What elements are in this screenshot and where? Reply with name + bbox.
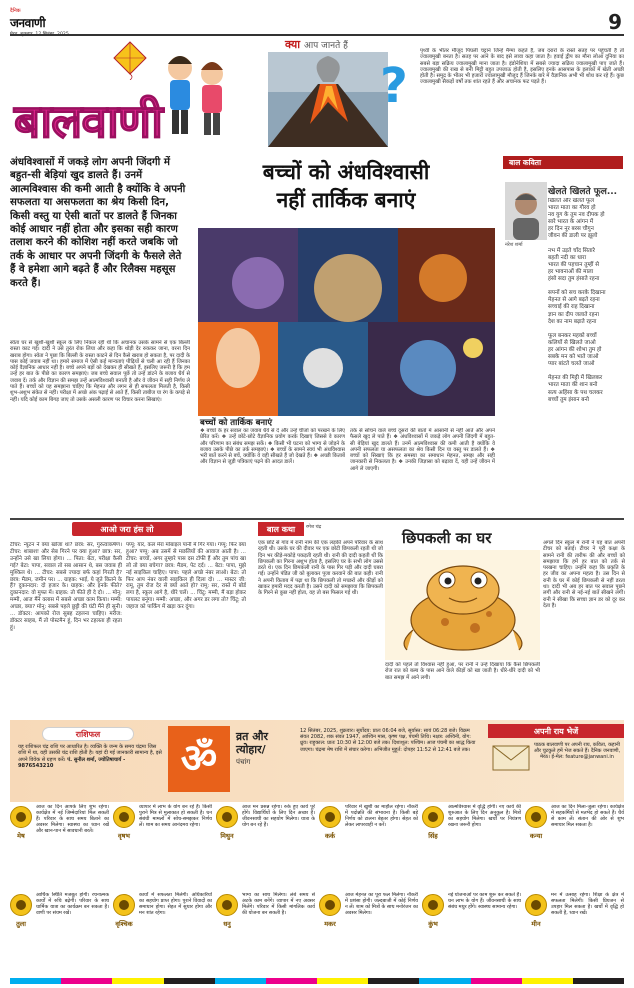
zodiac-sign-name: कन्या bbox=[529, 832, 543, 840]
zodiac-sign-text: मन में उत्साह रहेगा। शिक्षा के क्षेत्र में सफलता मिलेगी। किसी प्रियजन से उपहार मिल सकता है। खर्चों में वृद्धि हो सकती है, ध्यान रखें। bbox=[551, 892, 624, 917]
poet-name: नरेश शर्मा bbox=[505, 242, 523, 248]
zodiac-sign-icon bbox=[422, 894, 444, 916]
zodiac-sign-name: कुंभ bbox=[428, 920, 438, 928]
zodiac-cell bbox=[10, 892, 110, 978]
color-swatch bbox=[215, 978, 266, 984]
zodiac-cell bbox=[525, 804, 625, 890]
color-swatch bbox=[573, 978, 624, 984]
masthead-logo bbox=[10, 8, 70, 34]
zodiac-sign-text: कार्यों में सफलता मिलेगी। अधिकारियों का सहयोग प्राप्त होगा। पुराने विवादों का समाधान होगा। सेहत में सुधार होगा और मन शांत रहेगा। bbox=[139, 892, 212, 917]
zodiac-sign-name: मिथुन bbox=[220, 832, 234, 840]
color-swatch bbox=[471, 978, 522, 984]
left-body-text: स्वेता घर से खुशी-खुशी स्कूल के लिए निकल रही थी कि अचानक उसके सामने से एक बिल्ली रास्ता काट गई। दादी ने उसे तुरंत रोक लिया और कहा कि थोड़ी देर रुककर जाना, वरना दिन खराब होगा। स्वेता ने पूछा कि बिल्ली के रास्ता काटने से दिन कैसे खराब हो सकता है, पर दादी के पास कोई जवाब नहीं था। हमारे समाज में ऐसी कई मान्यताएं पीढ़ियों से चली आ रही हैं जिनका कोई वैज्ञानिक आधार नहीं है। बच्चे अपने बड़ों को देखकर ही सीखते हैं, इसलिए जरूरी है कि हम उन्हें हर बात के पीछे का कारण समझाएं। जब बच्चे सवाल पूछें तो उन्हें डांटने के बजाय धैर्य से जवाब दें। तर्क और विज्ञान की समझ उन्हें आत्मविश्वासी बनाती है और वे जीवन में सही निर्णय ले पाते हैं। बच्चों को यह समझाना चाहिए कि मेहनत और लगन से ही सफलता मिलती है, किसी शुभ-अशुभ संकेत से नहीं। परीक्षा में अच्छे अंक पढ़ाई से आते हैं, किसी ताबीज या रंग के कपड़े से नहीं। यदि कोई काम बिगड़ जाए तो उसके असली कारण पर विचार करना सिखाएं। bbox=[10, 340, 190, 403]
om-symbol-icon: ॐ bbox=[168, 726, 230, 792]
zodiac-sign-name: मकर bbox=[324, 920, 336, 928]
zodiac-sign-icon bbox=[10, 894, 32, 916]
zodiac-sign-text: आज मेहनत का पूरा फल मिलेगा। नौकरी में प्रशंसा होगी। जल्दबाजी में कोई निर्णय न लें। शाम को मित्रों के साथ मनोरंजन का अवसर मिलेगा। bbox=[345, 892, 418, 917]
zodiac-sign-name: वृश्चिक bbox=[115, 920, 133, 928]
masthead-rule bbox=[10, 34, 624, 36]
main-collage-image bbox=[198, 228, 495, 416]
left-intro-text: अंधविश्वासों में जकड़े लोग अपनी जिंदगी में बहुत-सी बेड़ियां खुद डालते हैं। उनमें आत्मविश्वास की कमी आती है क्योंकि वे अपनी सफलता या असफलता का श्रेय किसी दिन, किसी वस्तु या ऐसी बातों पर डालते हैं जिनका कोई आधार नहीं होता और इसका सही कारण तलाश करने की कोशिश नहीं करते जबकि जो तर्क के आधार पर अपनी जिंदगी के फैसले लेते हैं वे हमेशा आगे बढ़ते हैं और रिलैक्स महसूस करते हैं। bbox=[10, 157, 186, 289]
brand-small: दैनिक bbox=[10, 8, 21, 14]
kite-illustration bbox=[110, 40, 150, 80]
zodiac-sign-name: धनु bbox=[223, 920, 231, 928]
page-number: 9 bbox=[608, 10, 622, 34]
vrat-heading: व्रत और त्योहार/ bbox=[236, 730, 268, 756]
rashifal-tag: राशिफल bbox=[42, 727, 134, 741]
kya-aap-heading-rest: आप जानते हैं bbox=[303, 41, 348, 51]
kya-aap-heading-main: क्या bbox=[285, 38, 301, 51]
katha-author: रमेश चंद्र bbox=[306, 525, 322, 530]
zodiac-sign-text: आत्मविश्वास में वृद्धि होगी। नए कार्य की शुरुआत के लिए दिन अनुकूल है। मित्रों का सहयोग मिलेगा। खर्चों पर नियंत्रण रखना जरूरी होगा। bbox=[448, 804, 521, 829]
zodiac-sign-icon bbox=[525, 894, 547, 916]
zodiac-sign-text: आज का दिन आपके लिए शुभ रहेगा। कार्यक्षेत्र में नई जिम्मेदारियां मिल सकती हैं। परिवार के साथ समय बिताने का अवसर मिलेगा। स्वास्थ्य का ध्यान रखें और खान-पान में सावधानी बरतें। bbox=[36, 804, 109, 835]
kavita-tag: बाल कविता bbox=[503, 156, 623, 169]
zodiac-sign-text: आज मन प्रसन्न रहेगा। रुके हुए कार्य पूरे होंगे। विद्यार्थियों के लिए दिन अच्छा है। जीवनसाथी का सहयोग मिलेगा। यात्रा के योग बन रहे हैं। bbox=[242, 804, 315, 829]
zodiac-sign-name: सिंह bbox=[428, 832, 438, 840]
katha-tag: बाल कथा bbox=[258, 522, 304, 536]
zodiac-sign-icon bbox=[422, 806, 444, 828]
zodiac-sign-icon bbox=[319, 894, 341, 916]
zodiac-cell bbox=[113, 892, 213, 978]
zodiac-sign-text: व्यापार में लाभ के योग बन रहे हैं। किसी पुराने मित्र से मुलाकात हो सकती है। धन संबंधी मामलों में सोच-समझकर निर्णय लें। शाम का समय आनंदमय रहेगा। bbox=[139, 804, 212, 829]
color-swatch bbox=[164, 978, 215, 984]
section-title: बालवाणी bbox=[14, 94, 163, 148]
main-bullets-1: ❖ बच्चों के हर सवाल का जवाब धैर्य से दें और उन्हें चीजों को परखने के लिए प्रेरित करें। ❖ उन्हें छोटे-छोटे वैज्ञानिक प्रयोग करके दिखाएं जिससे वे कारण और परिणाम का संबंध समझ सकें। ❖ किसी भी घटना को भाग्य से जोड़ने के बजाय उसके पीछे का तर्क समझाएं। ❖ बच्चों के सामने स्वयं भी अंधविश्वास भरी बातें करने से बचें, क्योंकि वे वही सीखते हैं जो देखते हैं। ❖ अच्छी किताबें और विज्ञान से जुड़ी पत्रिकाएं पढ़ने की आदत डालें। bbox=[200, 428, 345, 466]
opinion-text: पाठक बालवाणी पर अपनी राय, कविता, कहानी और चुटकुले हमें भेज सकते हैं। दैनिक जनवाणी, मेरठ। ई-मेल: feature@janwani.in bbox=[533, 742, 621, 761]
zodiac-sign-icon bbox=[319, 806, 341, 828]
zodiac-cell bbox=[525, 892, 625, 978]
poem-text: खिलते और खेलते फूल भारत माता का गौरव हो नव युग के तुम नव दीपक हो सारे भारत के आंगन में हर दिन नूर बरस चौगुन जीवन की डाली पर झूलो नभ में उड़ते चाँद सितारे बहती नदी का धारा भारत की पहचान तुम्हीं से हर भावनाओं की माला हंसो सदा तुम हंसाते रहना सपनों को सच करके दिखाना मेहनत से आगे बढ़ते रहना सच्चाई की राह दिखाना ज्ञान का दीप जलाते रहना देश का नाम बढ़ाते रहना फूल बनकर महको बच्चों कलियों से खिलते जाओ हर आंगन की शोभा तुम हो सबके मन को भाते जाओ प्यार बांटते चलते जाओ मेहनत की मिट्टी में खिलकर भारत माता की शान बनो सत्य अहिंसा के पथ चलकर बच्चों तुम इंसान बनो bbox=[548, 198, 606, 403]
zodiac-cell bbox=[216, 892, 316, 978]
rashifal-astrologer: पं. सुनील शर्मा, ज्योतिषाचार्य - 9876543210 bbox=[18, 756, 126, 769]
katha-column-3: अगले दिन स्कूल में रानी ने यह बात अपनी टीचर को बताई। टीचर ने पूरी कक्षा के सामने रानी की तारीफ की और बच्चों को समझाया कि हमें हर बात को तर्क से परखना चाहिए। उन्होंने कहा कि प्रकृति के हर जीव का अपना महत्व है। उस दिन से रानी के घर में कोई छिपकली से नहीं डरता था। दादी भी अब हर बात पर सवाल पूछने लगीं और रानी से नई-नई बातें सीखने लगीं। रानी ने सीखा कि सच्चा ज्ञान डर को दूर कर देता है। bbox=[543, 540, 625, 609]
zodiac-cell bbox=[10, 804, 110, 890]
rashifal-intro bbox=[18, 744, 162, 794]
color-swatch bbox=[266, 978, 317, 984]
zodiac-sign-icon bbox=[216, 806, 238, 828]
poet-photo bbox=[505, 182, 547, 240]
envelope-icon bbox=[492, 742, 530, 772]
volcano-image bbox=[268, 52, 388, 147]
lizard-illustration bbox=[385, 550, 540, 660]
zodiac-sign-text: भाग्य का साथ मिलेगा। लंबे समय से अटके काम बनेंगे। व्यापार में नए अवसर मिलेंगे। परिवार में किसी मांगलिक कार्य की योजना बन सकती है। bbox=[242, 892, 315, 917]
katha-column-2: दादी को पहले तो विश्वास नहीं हुआ, पर रानी ने उन्हें दिखाया कि कैसे छिपकली रोज रात को बल्ब के पास आने वाले कीड़ों को खा जाती है। धीरे-धीरे दादी को भी बात समझ में आने लगी। bbox=[385, 662, 540, 681]
zodiac-sign-name: मेष bbox=[17, 832, 25, 840]
zodiac-sign-icon bbox=[113, 806, 135, 828]
jokes-column-2: पप्पू: यार, कल मेरा मोबाइल पानी में गिर गया। गप्पू: फिर क्या हुआ? पप्पू: अब उसमें से मछलियों की आवाज आती है। ... टीचर: बच्चों, अगर तुम्हारे पास दस टॉफी हैं और तुम पांच खा लो तो क्या बचेगा? छात्र: मैडम, पेट दर्द। ... बेटा: पापा, मुझे नई साइकिल चाहिए। पापा: पहले अच्छे नंबर लाओ। बेटा: तो फिर आप नंबर वाली साइकिल ही दिला दो। ... मास्टर जी: रामू, तुम रोज देर से क्यों आते हो? रामू: सर, रास्ते में बोर्ड लगा है, स्कूल आगे है, धीरे चलें। ... चिंटू: मम्मी, मैं बड़ा होकर पायलट बनूंगा। मम्मी: अच्छा, और अगर डर लगा तो? चिंटू: तो जहाज को पार्किंग में खड़ा कर दूंगा। bbox=[126, 542, 246, 611]
rashifal-intro-text: यह राशिफल चंद्र राशि पर आधारित है। व्यक्ति के जन्म के समय चंद्रमा जिस राशि में था, वही उसकी चंद्र राशि होती है। यहां दी गई जानकारी सामान्य है, इसे अपने विवेक से ग्रहण करें। bbox=[18, 744, 162, 763]
zodiac-sign-text: आज का दिन मिला-जुला रहेगा। कार्यक्षेत्र में सहकर्मियों से मतभेद हो सकते हैं। धैर्य से काम लें। संतान की ओर से शुभ समाचार मिल सकता है। bbox=[551, 804, 624, 829]
color-swatch bbox=[10, 978, 61, 984]
zodiac-sign-icon bbox=[525, 806, 547, 828]
zodiac-sign-text: नई योजनाओं पर काम शुरू कर सकते हैं। धन लाभ के योग हैं। जीवनसाथी के साथ संबंध मधुर होंगे। स्वास्थ्य सामान्य रहेगा। bbox=[448, 892, 521, 911]
panchang-text: 12 सितंबर, 2025, शुक्रवार। सूर्योदय: प्रातः 06:04 बजे, सूर्यास्त: सायं 06:28 बजे। विक्रम संवत 2082, शक संवत 1947, आश्विन मास, कृष्ण पक्ष, पंचमी तिथि। नक्षत्र: अश्विनी, योग: ध्रुव। राहुकाल: प्रातः 10:30 से 12:00 बजे तक। दिशाशूल: पश्चिम। आज पंचमी का श्राद्ध किया जाएगा। चंद्रमा मेष राशि में संचार करेगा। अभिजीत मुहूर्त: दोपहर 11:52 से 12:41 बजे तक। bbox=[300, 728, 476, 753]
zodiac-sign-icon bbox=[113, 894, 135, 916]
color-swatch bbox=[112, 978, 163, 984]
jokes-column-1: टीचर: न्यूटन ने क्या खोजा था? छात्र: सर, गुरुत्वाकर्षण। टीचर: शाबाश! और सेब गिरने पर क्या हुआ? छात्र: सर, उन्होंने उसे खा लिया होगा। ... पिता: बेटा, परीक्षा कैसी गई? बेटा: पापा, सवाल तो सब आसान थे, बस जवाब ही मुश्किल थे। ... टीचर: सबसे ज्यादा बर्फ कहां गिरती है? छात्र: मैडम, जमीन पर। ... ग्राहक: भाई, ये जूते कितने के हैं? दुकानदार: दो हजार के। ग्राहक: और इनके फीते? दुकानदार: वो मुफ्त में। ग्राहक: तो फीते ही दे दो। ... मोनू: मम्मी, आज मैंने क्लास में सबसे अच्छा काम किया। मम्मी: अच्छा, क्या? मोनू: सबसे पहले छुट्टी की घंटी मैंने ही सुनी। ... डॉक्टर: आपको रोज सुबह टहलना चाहिए। मरीज: डॉक्टर साहब, मैं तो पोस्टमैन हूं, दिन भर टहलता ही रहता हूं। bbox=[10, 542, 122, 631]
zodiac-sign-icon bbox=[10, 806, 32, 828]
zodiac-sign-text: आर्थिक स्थिति मजबूत होगी। रचनात्मक कार्यों में रुचि बढ़ेगी। परिवार के साथ धार्मिक यात्रा का कार्यक्रम बन सकता है। वाणी पर संयम रखें। bbox=[36, 892, 109, 917]
section-divider bbox=[10, 518, 624, 520]
zodiac-sign-name: मीन bbox=[531, 920, 541, 928]
zodiac-cell bbox=[216, 804, 316, 890]
kya-aap-heading bbox=[285, 37, 348, 52]
vrat-subheading: पंचांग bbox=[236, 758, 251, 766]
zodiac-sign-icon bbox=[216, 894, 238, 916]
color-swatch bbox=[419, 978, 470, 984]
main-headline-line-2: नहीं तार्किक बनाएं bbox=[276, 188, 416, 212]
main-bullets-2: तर्क से सोचने वाले बच्चे दूसरों की बातों में आसानी से नहीं आते और अपने फैसले खुद ले पाते हैं। ❖ अंधविश्वासों में जकड़े लोग अपनी जिंदगी में बहुत-सी बेड़ियां खुद डालते हैं। उनमें आत्मविश्वास की कमी आती है क्योंकि वे अपनी सफलता या असफलता का श्रेय किसी दिन या वस्तु पर डालते हैं। ❖ बच्चों को सिखाएं कि हर समस्या का समाधान मेहनत, समझ और सही जानकारी से निकलता है। ❖ उनकी जिज्ञासा को बढ़ावा दें, यही उन्हें जीवन में आगे ले जाएगी। bbox=[350, 428, 495, 472]
zodiac-sign-text: परिवार में खुशी का माहौल रहेगा। नौकरी में पदोन्नति की संभावना है। किसी बड़े निर्णय को टालना बेहतर होगा। सेहत को लेकर लापरवाही न करें। bbox=[345, 804, 418, 829]
zodiac-cell bbox=[422, 804, 522, 890]
zodiac-cell bbox=[422, 892, 522, 978]
opinion-tag: अपनी राय भेजें bbox=[488, 724, 624, 738]
zodiac-cell bbox=[319, 804, 419, 890]
katha-heading: छिपकली का घर bbox=[402, 529, 492, 547]
color-swatch bbox=[317, 978, 368, 984]
color-swatch bbox=[61, 978, 112, 984]
question-mark-icon: ? bbox=[380, 58, 408, 114]
main-headline-line-1: बच्चों को अंधविश्वासी bbox=[262, 160, 430, 184]
jokes-tag: आओ जरा हंस लो bbox=[72, 522, 182, 536]
zodiac-cell bbox=[319, 892, 419, 978]
color-swatch bbox=[368, 978, 419, 984]
kya-aap-text: पृथ्वी के भीतर मौजूद पिघली चट्टानें जिन्हें मैग्मा कहते हैं, जब दरारों के रास्ते सतह पर पहुंचती हैं तो ज्वालामुखी बनता है। सतह पर आने के बाद इसे लावा कहा जाता है। हवाई द्वीप का मौना लोआ दुनिया का सबसे बड़ा सक्रिय ज्वालामुखी माना जाता है। इंडोनेशिया में सबसे ज्यादा सक्रिय ज्वालामुखी पाए जाते हैं। ज्वालामुखी की राख से बनी मिट्टी बहुत उपजाऊ होती है, इसलिए इनके आसपास के इलाकों में खेती अच्छी होती है। समुद्र के भीतर भी हजारों ज्वालामुखी मौजूद हैं जिनके बारे में वैज्ञानिक अभी भी शोध कर रहे हैं। कुछ ज्वालामुखी सैकड़ों वर्षों तक शांत रहते हैं और अचानक फट पड़ते हैं। bbox=[420, 48, 624, 86]
katha-column-1: एक छोटे से गांव में रानी नाम की एक लड़की अपने परिवार के साथ रहती थी। उसके घर की दीवार पर एक छोटी छिपकली रहती थी जो दिन भर कीड़े-मकोड़े पकड़ती रहती थी। रानी की दादी कहती थीं कि छिपकली का गिरना अशुभ होता है, इसलिए घर के सभी लोग उससे डरते थे। एक दिन छिपकली रानी के पास गिर पड़ी और दादी घबरा गईं। उन्होंने पंडित जी को बुलाकर पूजा करवाने की बात कही। रानी ने अपनी किताब में पढ़ा था कि छिपकली तो मच्छरों और कीड़ों को खाकर हमारी मदद करती है। उसने दादी को समझाया कि छिपकली के गिरने से कुछ नहीं होता, वह तो बस फिसल गई थी। bbox=[258, 540, 383, 597]
brand-name: जनवाणी bbox=[10, 16, 46, 30]
zodiac-sign-name: वृषभ bbox=[118, 832, 130, 840]
zodiac-sign-name: तुला bbox=[16, 920, 26, 928]
poem-title: खेलते खिलते फूल... bbox=[548, 187, 618, 197]
main-subhead: बच्चों को तार्किक बनाएं bbox=[200, 418, 273, 428]
color-swatch bbox=[522, 978, 573, 984]
print-color-bar bbox=[10, 978, 624, 984]
zodiac-sign-name: कर्क bbox=[325, 832, 335, 840]
zodiac-cell bbox=[113, 804, 213, 890]
